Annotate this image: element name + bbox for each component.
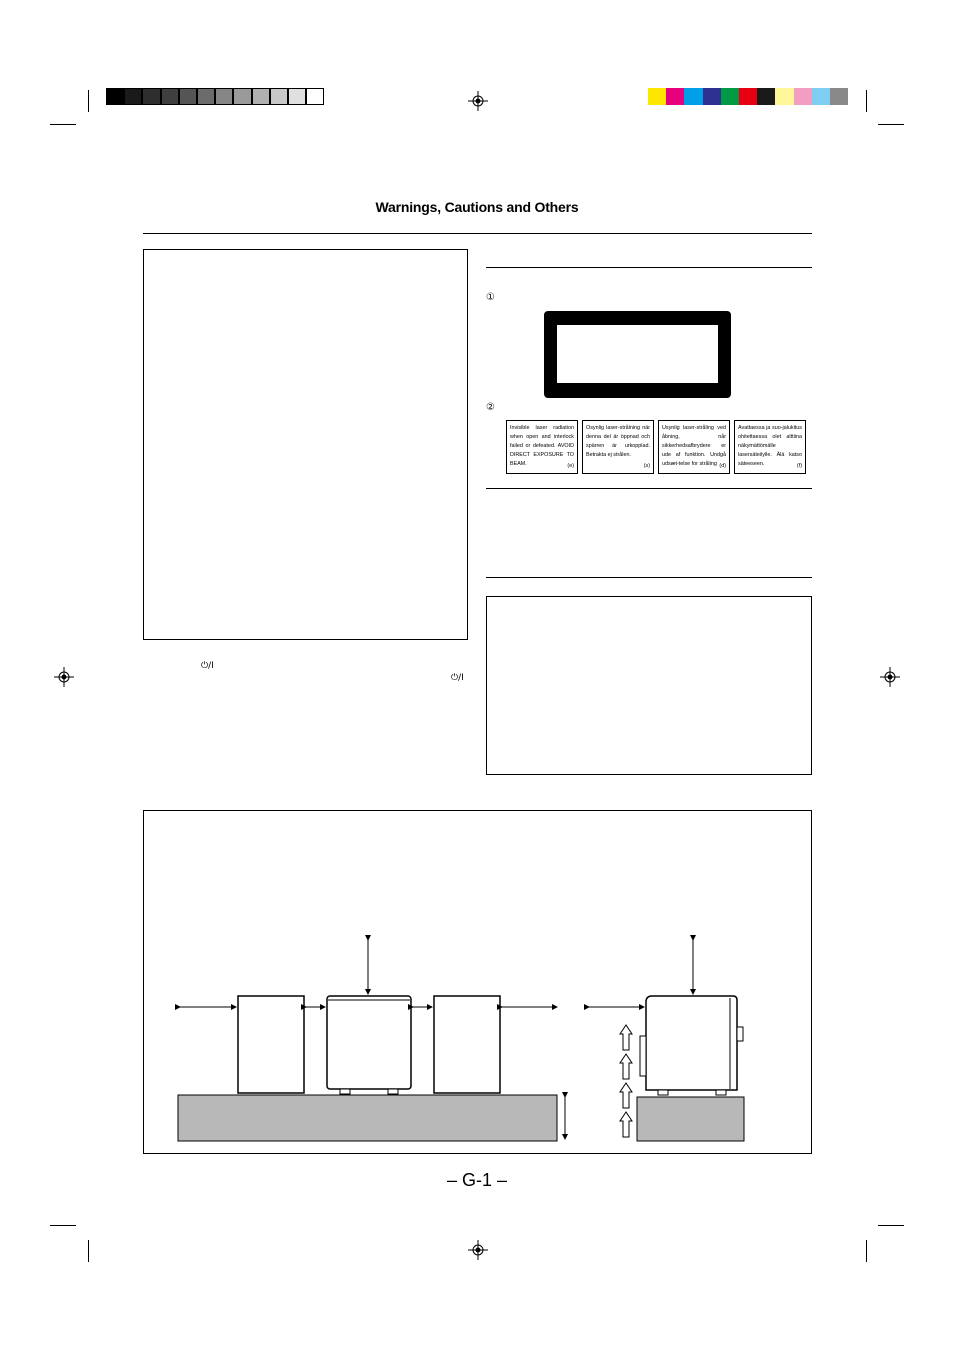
warning-language: (d): [719, 463, 726, 469]
right-speaker: [434, 996, 500, 1093]
page-title: Warnings, Cautions and Others: [375, 199, 579, 215]
main-unit: [327, 996, 411, 1089]
page-number: – G-1 –: [446, 1170, 508, 1190]
left-speaker: [238, 996, 304, 1093]
standby-power-icon: ⏻/I: [201, 661, 214, 671]
side-unit: [646, 996, 737, 1090]
standby-power-icon: ⏻/I: [451, 673, 464, 683]
warning-language: (s): [643, 463, 650, 469]
warning-language: (e): [567, 463, 574, 469]
side-shelf: [637, 1097, 744, 1141]
airflow-arrow-icon: [620, 1025, 632, 1137]
warning-language: (f): [796, 463, 802, 469]
shelf: [178, 1095, 557, 1141]
warning-text: Usynlig laser-stråling ved åbning, når sikkerhedsafbrydere er ude af funktion. Undgå udsæt-telse for stråling: [662, 425, 726, 467]
warning-text: Osynlig laser-strålning när denna del är öppnad och spärren är urkopplad. Betrakta ej strålen.: [586, 425, 650, 458]
warning-text: Avattaessa ja suo-jalukitus ohitettaessa olet alttiina näkymättömälle lasersäteilylle. Älä katso säteeseen.: [738, 425, 802, 467]
marker-1: ①: [486, 292, 495, 303]
warning-text: Invisible laser radiation when open and interlock failed or defeated. AVOID DIRECT EXPOSURE TO BEAM.: [510, 425, 574, 467]
marker-2: ②: [486, 402, 495, 413]
